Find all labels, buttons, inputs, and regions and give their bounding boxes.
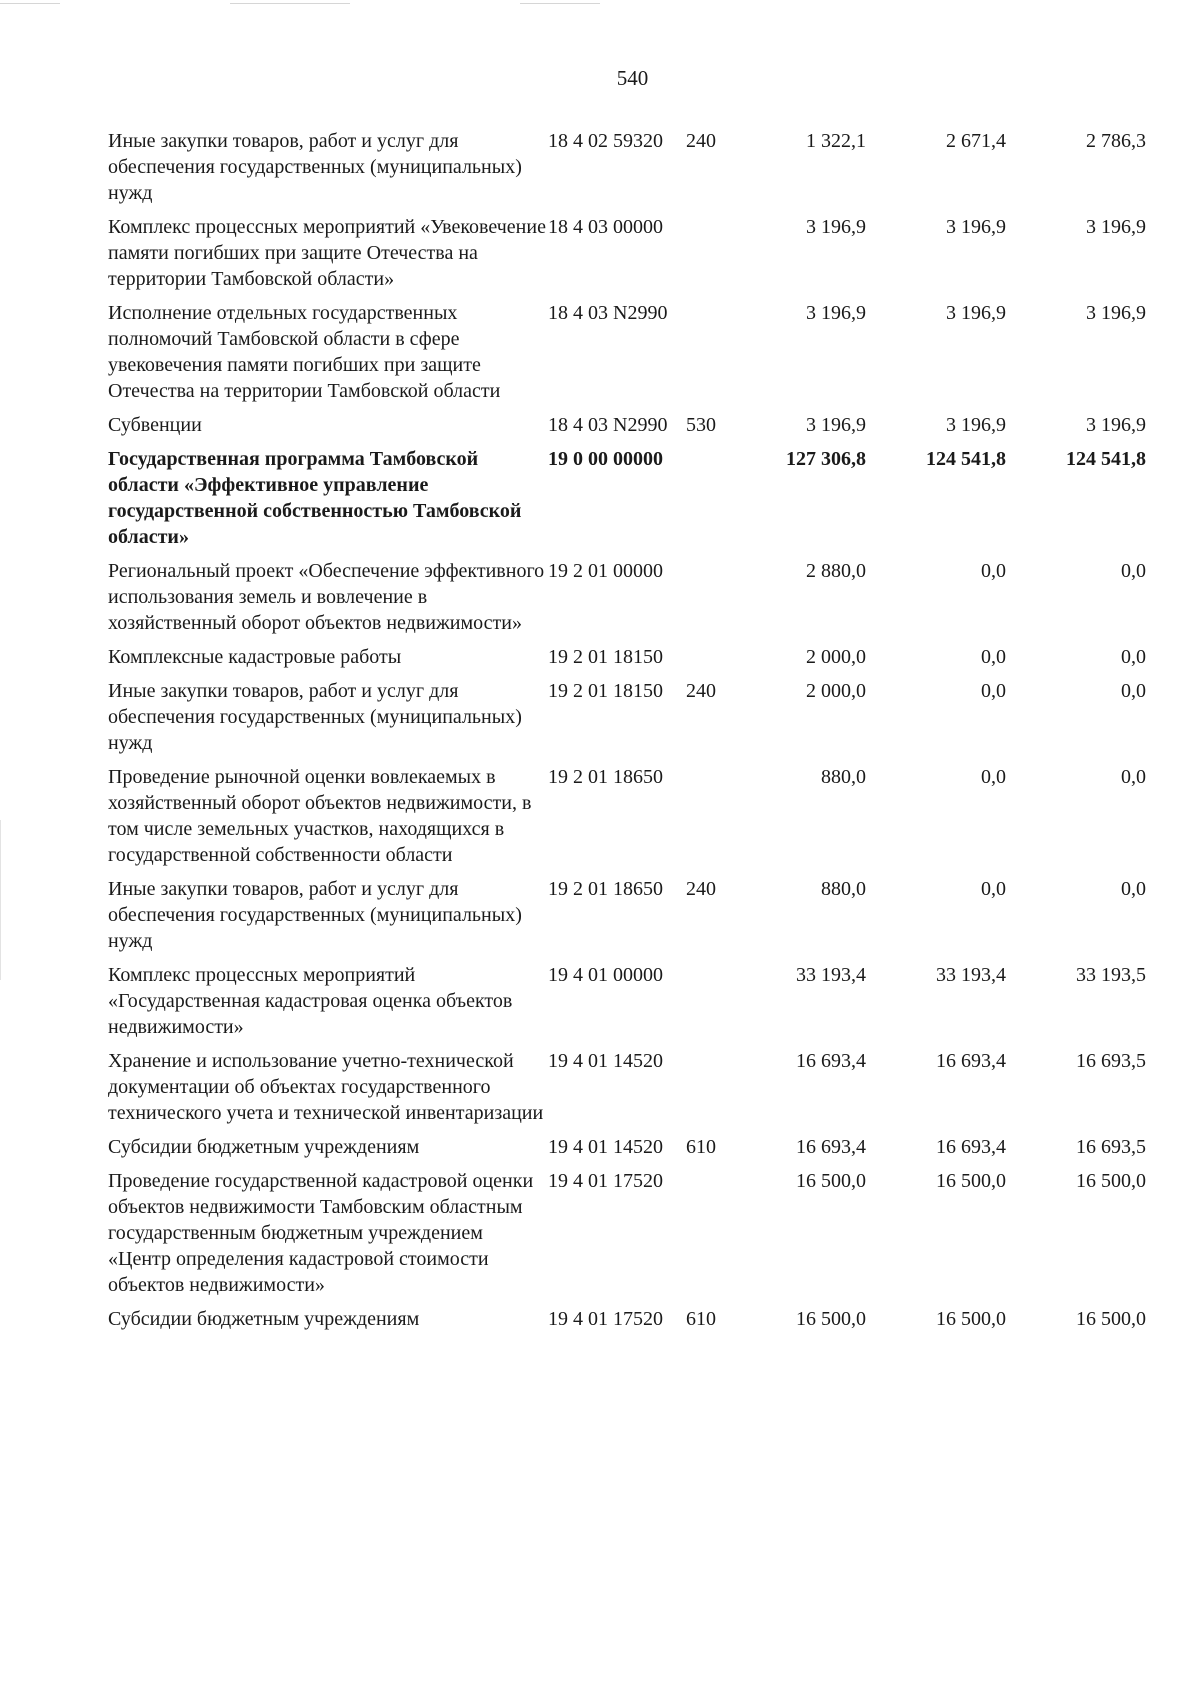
row-expense-type: 610 [686,1136,716,1158]
row-name: Комплекс процессных мероприятий «Государственная кадастровая оценка объектов недвижимости» [108,964,513,1038]
row-value-year-1: 2 880,0 [806,560,866,582]
scan-artifact-left-edge [0,820,1,980]
row-name: Субвенции [108,414,202,436]
budget-table [108,128,1146,1340]
row-value-year-3: 3 196,9 [1086,414,1146,436]
row-value-year-1: 2 000,0 [806,646,866,668]
row-value-year-2: 0,0 [981,878,1006,900]
row-value-year-2: 3 196,9 [946,414,1006,436]
row-value-year-3: 16 500,0 [1076,1308,1146,1330]
row-name: Проведение государственной кадастровой оценки объектов недвижимости Тамбовским областным государственным бюджетным учреждением «Центр определения кадастровой стоимости объектов недвижимости» [108,1170,534,1296]
row-code: 18 4 03 N2990 [548,414,668,436]
row-expense-type: 240 [686,680,716,702]
row-value-year-3: 16 500,0 [1076,1170,1146,1192]
row-name: Исполнение отдельных государственных полномочий Тамбовской области в сфере увековечения памяти погибших при защите Отечества на территории Тамбовской области [108,302,501,402]
row-code: 18 4 03 N2990 [548,302,668,324]
table-row [108,214,1146,292]
row-value-year-2: 124 541,8 [926,448,1006,470]
row-code: 19 2 01 00000 [548,560,663,582]
row-code: 19 2 01 18150 [548,680,663,702]
row-value-year-1: 880,0 [821,766,866,788]
table-row [108,412,1146,438]
row-value-year-1: 3 196,9 [806,302,866,324]
row-value-year-2: 0,0 [981,766,1006,788]
row-value-year-3: 0,0 [1121,646,1146,668]
row-value-year-3: 2 786,3 [1086,130,1146,152]
row-expense-type: 240 [686,130,716,152]
row-expense-type: 240 [686,878,716,900]
table-row [108,558,1146,636]
row-name: Хранение и использование учетно-технической документации об объектах государственного технического учета и технической инвентаризации [108,1050,544,1124]
row-value-year-3: 0,0 [1121,680,1146,702]
row-value-year-2: 3 196,9 [946,302,1006,324]
row-value-year-1: 2 000,0 [806,680,866,702]
row-name: Проведение рыночной оценки вовлекаемых в хозяйственный оборот объектов недвижимости, в том числе земельных участков, находящихся в государственной собственности области [108,766,532,866]
row-value-year-3: 3 196,9 [1086,216,1146,238]
row-value-year-1: 16 693,4 [796,1136,866,1158]
table-row [108,300,1146,404]
row-value-year-3: 33 193,5 [1076,964,1146,986]
row-code: 19 2 01 18150 [548,646,663,668]
page-number: 540 [616,66,649,90]
table-row [108,876,1146,954]
row-value-year-1: 127 306,8 [786,448,866,470]
row-value-year-1: 33 193,4 [796,964,866,986]
table-row [108,128,1146,206]
row-value-year-1: 880,0 [821,878,866,900]
table-row [108,678,1146,756]
row-value-year-2: 16 693,4 [936,1050,1006,1072]
row-value-year-1: 16 500,0 [796,1308,866,1330]
row-name: Субсидии бюджетным учреждениям [108,1308,420,1330]
table-row [108,446,1146,550]
row-expense-type: 530 [686,414,716,436]
row-value-year-3: 0,0 [1121,560,1146,582]
row-name: Иные закупки товаров, работ и услуг для обеспечения государственных (муниципальных) нужд [108,878,522,952]
row-value-year-1: 3 196,9 [806,414,866,436]
scan-artifact-top-left [0,3,60,4]
row-value-year-3: 16 693,5 [1076,1136,1146,1158]
row-value-year-2: 16 500,0 [936,1170,1006,1192]
scan-artifact-top-center [230,3,350,4]
row-code: 19 4 01 14520 [548,1050,663,1072]
row-expense-type: 610 [686,1308,716,1330]
row-name: Иные закупки товаров, работ и услуг для обеспечения государственных (муниципальных) нужд [108,680,522,754]
row-value-year-3: 0,0 [1121,878,1146,900]
row-value-year-3: 3 196,9 [1086,302,1146,324]
row-value-year-3: 0,0 [1121,766,1146,788]
row-name: Комплексные кадастровые работы [108,646,402,668]
row-value-year-2: 0,0 [981,680,1006,702]
row-code: 19 4 01 17520 [548,1170,663,1192]
row-name: Комплекс процессных мероприятий «Увековечение памяти погибших при защите Отечества на территории Тамбовской области» [108,216,546,290]
table-row [108,1048,1146,1126]
row-value-year-3: 16 693,5 [1076,1050,1146,1072]
row-code: 19 4 01 00000 [548,964,663,986]
row-code: 18 4 02 59320 [548,130,663,152]
row-value-year-2: 0,0 [981,560,1006,582]
row-name: Иные закупки товаров, работ и услуг для обеспечения государственных (муниципальных) нужд [108,130,522,204]
row-value-year-2: 2 671,4 [946,130,1006,152]
row-name: Государственная программа Тамбовской области «Эффективное управление государственной собственностью Тамбовской области» [108,448,522,548]
row-value-year-2: 3 196,9 [946,216,1006,238]
row-value-year-3: 124 541,8 [1066,448,1146,470]
row-code: 19 4 01 14520 [548,1136,663,1158]
row-name: Региональный проект «Обеспечение эффективного использования земель и вовлечение в хозяйственный оборот объектов недвижимости» [108,560,545,634]
row-value-year-1: 16 693,4 [796,1050,866,1072]
row-code: 19 2 01 18650 [548,766,663,788]
row-value-year-2: 33 193,4 [936,964,1006,986]
row-value-year-1: 1 322,1 [806,130,866,152]
row-value-year-2: 0,0 [981,646,1006,668]
table-row [108,764,1146,868]
table-row [108,962,1146,1040]
row-code: 19 4 01 17520 [548,1308,663,1330]
row-value-year-2: 16 693,4 [936,1136,1006,1158]
row-code: 19 2 01 18650 [548,878,663,900]
row-code: 19 0 00 00000 [548,448,663,470]
row-value-year-2: 16 500,0 [936,1308,1006,1330]
row-value-year-1: 16 500,0 [796,1170,866,1192]
table-row [108,1306,1146,1332]
row-value-year-1: 3 196,9 [806,216,866,238]
scan-artifact-top-right [520,3,600,4]
table-row [108,644,1146,670]
table-row [108,1168,1146,1298]
table-row [108,1134,1146,1160]
row-name: Субсидии бюджетным учреждениям [108,1136,420,1158]
row-code: 18 4 03 00000 [548,216,663,238]
